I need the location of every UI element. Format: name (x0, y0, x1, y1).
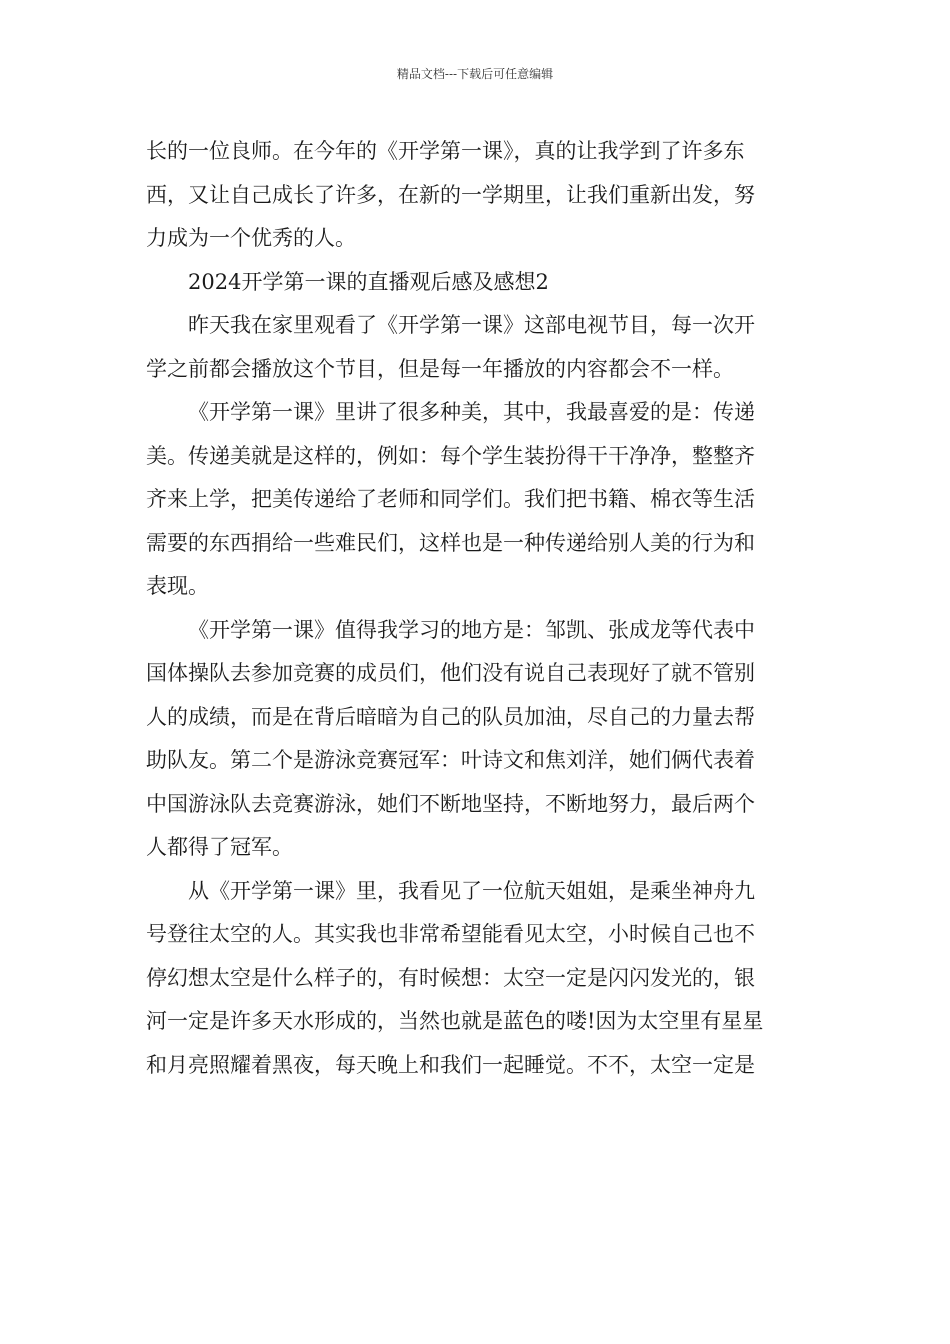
paragraph: 《开学第一课》值得我学习的地方是：邹凯、张成龙等代表中 国体操队去参加竞赛的成员们，他们没有说自己表现好了就不管别 人的成绩，而是在背后暗暗为自己的队员加油，尽自己的力量去帮 助队友。第二个是游泳竞赛冠军：叶诗文和焦刘洋，她们俩代表着 中国游泳队去竞赛游泳，她们不断地坚持，不断地努力，最后两个 人都得了冠军。 (146, 617, 755, 859)
paragraph: 昨天我在家里观看了《开学第一课》这部电视节目，每一次开 学之前都会播放这个节目，但是每一年播放的内容都会不一样。 (146, 313, 755, 381)
section-heading: 2024开学第一课的直播观后感及感想2 (188, 269, 549, 294)
paragraph: 《开学第一课》里讲了很多种美，其中，我最喜爱的是：传递 美。传递美就是这样的，例如：每个学生装扮得干干净净，整整齐 齐来上学，把美传递给了老师和同学们。我们把书籍、棉衣等生活 需要的东西捐给一些难民们，这样也是一种传递给别人美的行为和 表现。 (146, 400, 755, 598)
document-body (146, 130, 808, 1087)
paragraph: 从《开学第一课》里，我看见了一位航天姐姐，是乘坐神舟九 号登往太空的人。其实我也非常希望能看见太空，小时候自己也不 停幻想太空是什么样子的，有时候想：太空一定是闪闪发光的，银 河一定是许多天水形成的，当然也就是蓝色的喽!因为太空里有星星 和月亮照耀着黑夜，每天晚上和我们一起睡觉。不不，太空一定是 (146, 878, 764, 1077)
page-header: 精品文档---下载后可任意编辑 (396, 67, 554, 81)
paragraph-continued: 长的一位良师。在今年的《开学第一课》，真的让我学到了许多东 西，又让自己成长了许多，在新的一学期里，让我们重新出发，努 力成为一个优秀的人。 (146, 139, 755, 250)
